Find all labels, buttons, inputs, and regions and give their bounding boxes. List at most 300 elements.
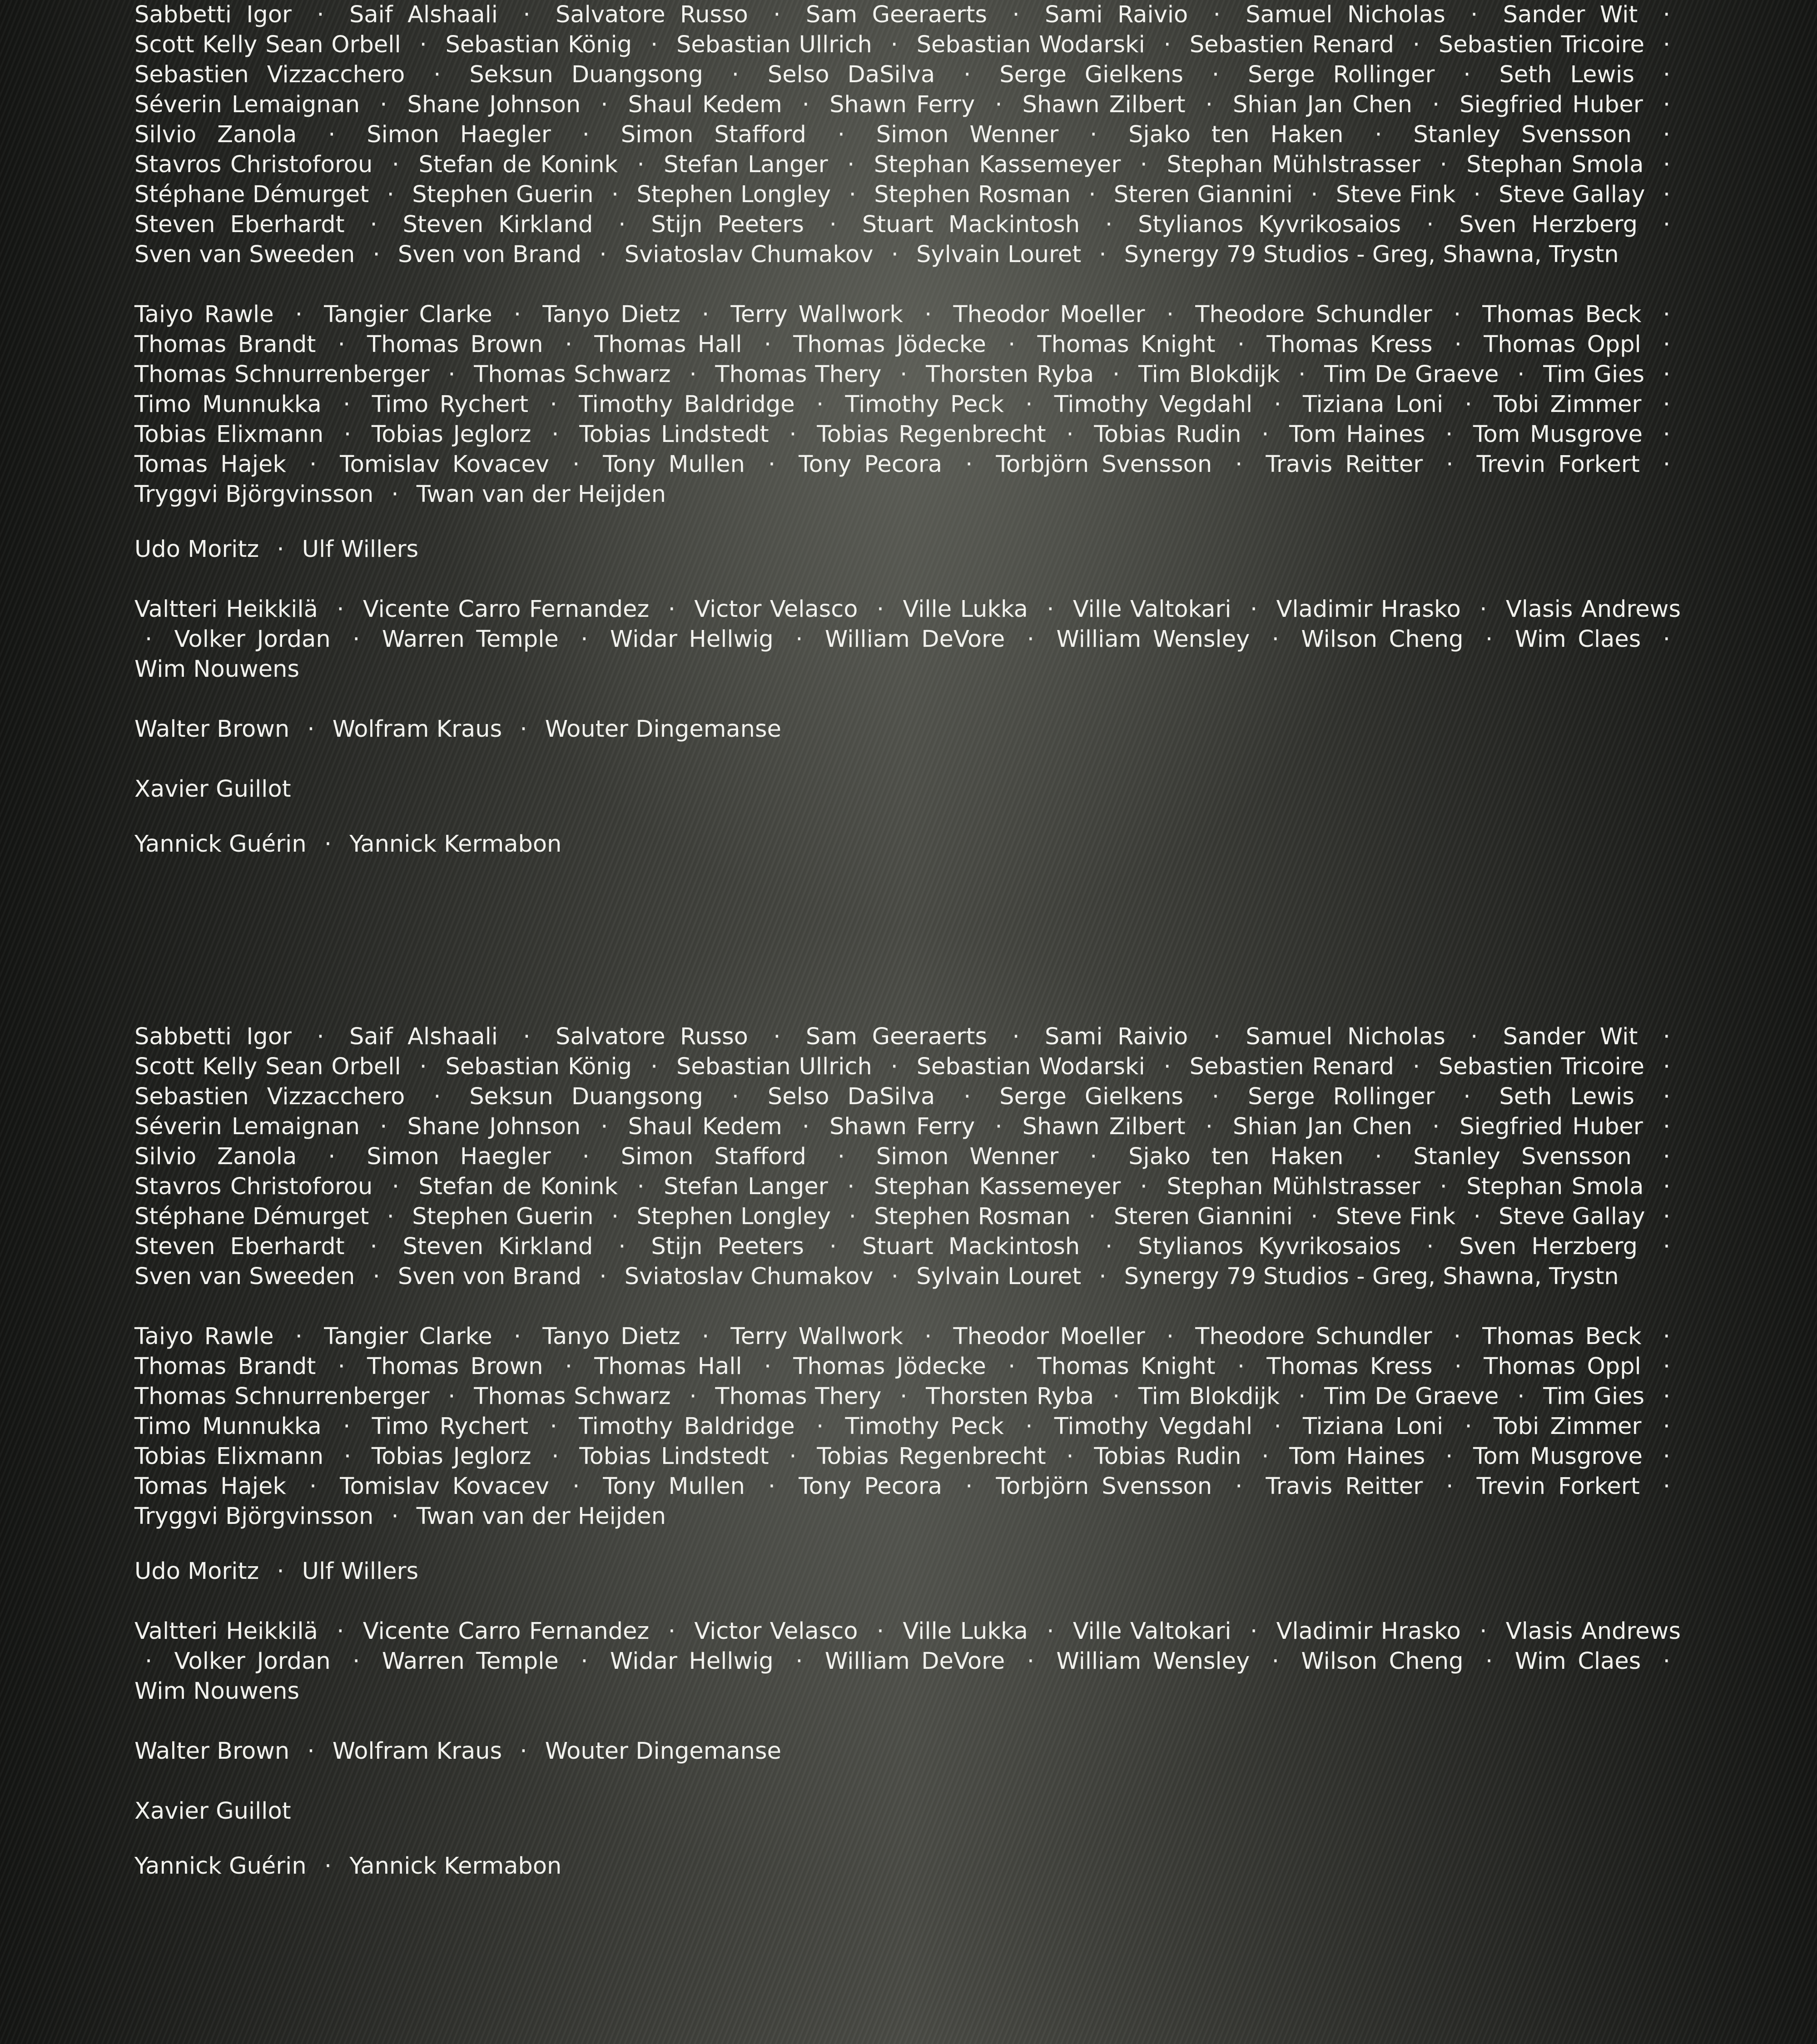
contributor-name: Tom Haines [1289,1443,1425,1470]
name-separator: · [1167,1323,1174,1350]
name-separator: · [582,121,590,148]
contributor-name: Stijn Peeters [651,1233,804,1260]
contributor-name: Tobias Rudin [1094,1443,1241,1470]
contributor-name: Sebastian Wodarski [917,1053,1145,1080]
contributor-name: Xavier Guillot [134,776,291,803]
contributor-name: Tobi Zimmer [1494,1413,1641,1440]
contributor-name: Timothy Vegdahl [1054,391,1252,418]
name-separator: · [565,1353,572,1380]
name-separator: · [1027,626,1034,653]
name-separator: · [1066,421,1073,448]
contributor-name: Sjako ten Haken [1128,121,1343,148]
name-separator: · [145,626,152,653]
name-separator: · [324,1853,332,1880]
contributor-name: Taiyo Rawle [134,1323,274,1350]
name-separator: · [1663,421,1670,448]
contributor-name: Volker Jordan [174,1648,331,1675]
name-separator: · [1426,1233,1434,1260]
contributor-name: Timothy Vegdahl [1054,1413,1252,1440]
contributor-name: Siegfried Huber [1460,1113,1643,1140]
contributor-name: Wilson Cheng [1301,626,1463,653]
name-separator: · [1164,1053,1171,1080]
contributor-name: Walter Brown [134,1738,289,1765]
contributor-name: William Wensley [1056,626,1250,653]
contributor-name: Tobias Regenbrecht [817,421,1046,448]
name-separator: · [849,181,856,208]
name-separator: · [1047,596,1054,623]
name-separator: · [520,716,527,743]
name-separator: · [1474,181,1481,208]
contributor-name: Thomas Thery [715,361,881,388]
contributor-name: Shian Jan Chen [1233,91,1412,118]
name-separator: · [1088,1203,1096,1230]
contributor-name: Synergy 79 Studios - Greg, Shawna, Trystn [1124,241,1619,268]
contributor-name: Scott Kelly Sean Orbell [134,1053,401,1080]
contributor-name: Twan van der Heijden [417,1503,666,1530]
name-separator: · [1663,31,1670,58]
contributor-name: Stefan Langer [664,1173,828,1200]
contributor-name: Tomas Hajek [134,451,286,478]
contributor-name: Sven Herzberg [1459,211,1638,238]
contributor-name: Thomas Hall [594,1353,742,1380]
name-separator: · [802,91,809,118]
name-separator: · [523,1023,530,1050]
name-separator: · [795,1648,803,1675]
name-separator: · [668,596,675,623]
name-separator: · [1479,1618,1487,1645]
contributor-name: Yannick Guérin [134,831,307,858]
name-separator: · [1432,91,1440,118]
contributor-name: Tim Blokdijk [1138,1383,1280,1410]
name-separator: · [1663,1233,1670,1260]
name-separator: · [1663,361,1670,388]
contributor-name: Sam Geeraerts [806,1,987,28]
name-separator: · [732,1083,739,1110]
name-separator: · [891,1053,898,1080]
contributor-name: Samuel Nicholas [1246,1023,1445,1050]
name-separator: · [618,211,626,238]
name-separator: · [611,1203,619,1230]
contributor-name: William DeVore [825,626,1005,653]
name-separator: · [1463,1083,1470,1110]
name-separator: · [1663,1323,1670,1350]
name-separator: · [337,596,344,623]
contributor-name: Thomas Oppl [1484,331,1641,358]
name-separator: · [1025,391,1033,418]
name-separator: · [1212,1083,1219,1110]
contributor-name: Stephan Smola [1466,151,1643,178]
name-separator: · [1426,211,1434,238]
contributor-name: Sabbetti Igor [134,1,292,28]
name-separator: · [1663,181,1670,208]
name-separator: · [891,31,898,58]
name-separator: · [433,61,441,88]
contributor-name: Salvatore Russo [556,1,748,28]
name-separator: · [448,361,455,388]
name-separator: · [582,1143,590,1170]
contributor-name: Séverin Lemaignan [134,1113,360,1140]
name-separator: · [1250,596,1257,623]
contributor-name: Saif Alshaali [349,1,498,28]
contributor-name: Udo Moritz [134,1558,259,1585]
name-separator: · [1298,1383,1306,1410]
name-separator: · [1025,1413,1033,1440]
name-separator: · [1465,391,1472,418]
contributor-name: Ville Valtokari [1073,596,1231,623]
name-separator: · [309,451,317,478]
name-separator: · [637,151,644,178]
name-separator: · [650,31,658,58]
name-separator: · [618,1233,626,1260]
name-separator: · [309,1473,317,1500]
contributor-name: Synergy 79 Studios - Greg, Shawna, Trystn [1124,1263,1619,1290]
name-separator: · [877,596,884,623]
name-separator: · [1454,301,1461,328]
contributor-name: Wim Nouwens [134,1678,299,1705]
name-separator: · [963,61,971,88]
contributor-name: Theodor Moeller [953,1323,1145,1350]
contributor-name: Wouter Dingemanse [545,716,781,743]
name-separator: · [581,1648,588,1675]
contributor-name: Walter Brown [134,716,289,743]
contributor-name: Selso DaSilva [768,61,935,88]
contributor-name: Tobias Regenbrecht [817,1443,1046,1470]
name-separator: · [877,1618,884,1645]
name-separator: · [344,421,351,448]
contributor-name: Thomas Schnurrenberger [134,1383,430,1410]
contributor-name: Sven Herzberg [1459,1233,1638,1260]
name-separator: · [816,391,824,418]
contributor-name: Siegfried Huber [1460,91,1643,118]
contributor-name: Sven von Brand [398,1263,581,1290]
name-separator: · [1274,1413,1281,1440]
contributor-name: William Wensley [1056,1648,1250,1675]
contributor-name: Tobias Lindstedt [579,1443,769,1470]
name-separator: · [391,481,398,508]
contributor-name: Widar Hellwig [610,1648,774,1675]
contributor-name: Torbjörn Svensson [996,451,1212,478]
contributor-name: Stuart Mackintosh [862,1233,1080,1260]
contributor-name: Timo Munnukka [134,391,322,418]
contributor-name: Stéphane Démurget [134,181,369,208]
name-separator: · [847,151,854,178]
contributor-name: Steven Kirkland [403,211,593,238]
name-separator: · [1027,1648,1034,1675]
name-separator: · [601,1113,608,1140]
contributor-name: Simon Haegler [367,1143,551,1170]
contributor-name: Tobias Lindstedt [579,421,769,448]
name-separator: · [1237,331,1245,358]
contributor-name: Yannick Kermabon [349,1853,561,1880]
contributor-name: Salvatore Russo [556,1023,748,1050]
name-separator: · [1663,1053,1670,1080]
contributor-name: Thorsten Ryba [926,1383,1094,1410]
contributor-name: Timothy Peck [845,391,1004,418]
contributor-name: Tobias Rudin [1094,421,1241,448]
contributor-name: Tom Musgrove [1473,1443,1643,1470]
name-separator: · [1663,301,1670,328]
contributor-name: Tomas Hajek [134,1473,286,1500]
contributor-name: Tryggvi Björgvinsson [134,1503,373,1530]
contributor-name: Sebastien Vizzacchero [134,1083,405,1110]
name-separator: · [1663,1,1670,28]
name-separator: · [689,1383,696,1410]
contributor-name: Samuel Nicholas [1246,1,1445,28]
name-separator: · [277,1558,284,1585]
contributor-name: Silvio Zanola [134,121,297,148]
contributor-name: Thomas Knight [1038,331,1216,358]
name-separator: · [373,241,380,268]
contributor-name: Shawn Zilbert [1023,1113,1186,1140]
contributor-name: Shawn Ferry [829,1113,975,1140]
contributor-name: Stephen Rosman [874,1203,1071,1230]
name-separator: · [1206,1113,1213,1140]
contributor-name: Steve Gallay [1499,181,1645,208]
contributor-name: Sami Raivio [1045,1023,1188,1050]
name-separator: · [1272,626,1279,653]
name-separator: · [1090,121,1097,148]
name-separator: · [317,1023,324,1050]
name-separator: · [1517,1383,1524,1410]
contributor-name: Sviatoslav Chumakov [625,1263,874,1290]
name-separator: · [550,1413,557,1440]
contributor-name: Volker Jordan [174,626,331,653]
contributor-name: Tobias Jeglorz [372,1443,531,1470]
contributor-name: Thorsten Ryba [926,361,1094,388]
name-separator: · [1261,421,1269,448]
name-separator: · [599,241,606,268]
name-separator: · [1105,1233,1112,1260]
name-separator: · [1298,361,1306,388]
name-separator: · [1663,61,1670,88]
name-separator: · [1663,121,1670,148]
name-separator: · [849,1203,856,1230]
contributor-name: Sander Wit [1503,1023,1638,1050]
contributor-name: Tim Gies [1543,1383,1644,1410]
name-separator: · [343,391,350,418]
name-separator: · [551,421,559,448]
name-separator: · [789,421,796,448]
contributor-name: Shane Johnson [407,91,581,118]
name-separator: · [352,1648,360,1675]
name-separator: · [391,1503,398,1530]
name-separator: · [433,1083,441,1110]
name-separator: · [572,1473,580,1500]
contributor-name: Thomas Jödecke [793,331,986,358]
contributor-name: Theodore Schundler [1195,1323,1432,1350]
name-separator: · [338,331,345,358]
contributor-name: Shaul Kedem [628,91,782,118]
contributor-name: Trevin Forkert [1477,1473,1640,1500]
contributor-name: Stephan Mühlstrasser [1167,151,1420,178]
name-separator: · [1663,626,1670,653]
contributor-name: Vladimir Hrasko [1276,596,1461,623]
name-separator: · [1212,61,1219,88]
name-separator: · [1663,1353,1670,1380]
contributor-name: Travis Reitter [1266,451,1423,478]
contributor-name: Tim Blokdijk [1138,361,1280,388]
name-separator: · [1663,331,1670,358]
name-separator: · [1413,1053,1420,1080]
contributor-name: Seksun Duangsong [469,61,703,88]
contributor-name: Tony Mullen [603,451,745,478]
contributor-name: Victor Velasco [694,1618,858,1645]
contributor-name: Steren Giannini [1114,181,1293,208]
name-separator: · [1311,181,1318,208]
contributor-name: Steve Gallay [1499,1203,1645,1230]
contributor-name: Stanley Svensson [1413,1143,1632,1170]
name-separator: · [1663,151,1670,178]
name-separator: · [829,211,837,238]
contributor-name: Seksun Duangsong [469,1083,703,1110]
contributor-name: Stephen Longley [637,1203,831,1230]
name-separator: · [650,1053,658,1080]
contributor-name: Thomas Kress [1266,1353,1432,1380]
name-separator: · [523,1,530,28]
contributor-name: Thomas Brown [367,1353,543,1380]
name-separator: · [1663,391,1670,418]
name-separator: · [965,451,973,478]
contributor-name: Tony Mullen [603,1473,745,1500]
name-separator: · [317,1,324,28]
contributor-name: Timothy Baldridge [579,391,795,418]
contributor-name: Simon Stafford [621,1143,806,1170]
contributor-name: Twan van der Heijden [417,481,666,508]
name-separator: · [1375,121,1382,148]
contributor-name: Thomas Beck [1482,1323,1641,1350]
name-separator: · [1375,1143,1382,1170]
name-separator: · [1274,391,1281,418]
name-separator: · [1272,1648,1279,1675]
name-separator: · [551,1443,559,1470]
contributor-name: Torbjörn Svensson [996,1473,1212,1500]
contributor-name: Thomas Schwarz [474,361,670,388]
contributor-name: Sebastian König [446,1053,632,1080]
contributor-name: Serge Rollinger [1248,61,1435,88]
name-separator: · [380,91,387,118]
name-separator: · [1663,1413,1670,1440]
contributor-name: Serge Gielkens [999,1083,1183,1110]
name-separator: · [773,1,780,28]
name-separator: · [773,1023,780,1050]
name-separator: · [900,1383,907,1410]
contributor-name: Tanyo Dietz [542,1323,680,1350]
contributor-name: Trevin Forkert [1477,451,1640,478]
name-separator: · [387,1203,394,1230]
contributor-name: Sam Geeraerts [806,1023,987,1050]
contributor-name: Sven von Brand [398,241,581,268]
name-separator: · [277,536,284,563]
contributor-name: Shane Johnson [407,1113,581,1140]
name-separator: · [352,626,360,653]
name-separator: · [307,1738,314,1765]
name-separator: · [337,1618,344,1645]
contributor-name: Wim Claes [1515,1648,1641,1675]
name-separator: · [387,181,394,208]
name-separator: · [1235,451,1242,478]
contributor-name: Stijn Peeters [651,211,804,238]
name-separator: · [373,1263,380,1290]
name-separator: · [1517,361,1524,388]
name-separator: · [1099,1263,1106,1290]
name-separator: · [328,121,335,148]
name-separator: · [1432,1113,1440,1140]
contributor-name: Thomas Brandt [134,1353,316,1380]
name-separator: · [965,1473,973,1500]
name-separator: · [520,1738,527,1765]
name-separator: · [448,1383,455,1410]
name-separator: · [611,181,619,208]
contributor-name: Tobi Zimmer [1494,391,1641,418]
name-separator: · [1485,626,1493,653]
contributor-name: Shawn Ferry [829,91,975,118]
name-separator: · [419,31,427,58]
name-separator: · [924,1323,932,1350]
name-separator: · [295,1323,303,1350]
name-separator: · [1140,1173,1147,1200]
contributor-name: Serge Gielkens [999,61,1183,88]
name-separator: · [732,61,739,88]
contributor-name: Thomas Schnurrenberger [134,361,430,388]
contributor-name: Stefan de Konink [418,1173,618,1200]
contributor-name: Sebastien Vizzacchero [134,61,405,88]
contributor-name: Tobias Elixmann [134,1443,323,1470]
name-separator: · [1465,1413,1472,1440]
contributor-name: Tryggvi Björgvinsson [134,481,373,508]
name-separator: · [1413,31,1420,58]
contributor-name: Tony Pecora [799,1473,942,1500]
name-separator: · [1663,1443,1670,1470]
name-separator: · [1250,1618,1257,1645]
contributor-name: Stanley Svensson [1413,121,1632,148]
name-separator: · [1237,1353,1245,1380]
name-separator: · [1440,151,1447,178]
contributor-name: Stefan de Konink [418,151,618,178]
contributor-name: Timothy Peck [845,1413,1004,1440]
contributor-name: Sabbetti Igor [134,1023,292,1050]
name-separator: · [1088,181,1096,208]
contributor-name: Tim De Graeve [1324,361,1499,388]
name-separator: · [343,1413,350,1440]
contributor-name: Steren Giannini [1114,1203,1293,1230]
contributor-name: Ville Lukka [903,1618,1028,1645]
name-separator: · [891,241,899,268]
contributor-name: Theodore Schundler [1195,301,1432,328]
name-separator: · [1663,1473,1670,1500]
contributor-name: Thomas Hall [594,331,742,358]
name-separator: · [1663,1173,1670,1200]
contributor-name: Travis Reitter [1266,1473,1423,1500]
name-separator: · [995,1113,1002,1140]
name-separator: · [829,1233,837,1260]
name-separator: · [1663,1203,1670,1230]
name-separator: · [924,301,932,328]
contributor-name: Valtteri Heikkilä [134,1618,318,1645]
contributor-name: Theodor Moeller [953,301,1145,328]
name-separator: · [565,331,572,358]
name-separator: · [380,1113,387,1140]
name-separator: · [1470,1,1478,28]
contributor-name: Terry Wallwork [730,301,903,328]
contributor-name: William DeVore [825,1648,1005,1675]
name-separator: · [1663,1143,1670,1170]
name-separator: · [392,1173,399,1200]
contributor-name: Sebastian Ullrich [676,31,872,58]
name-separator: · [1663,1648,1670,1675]
contributor-name: Sebastien Tricoire [1439,31,1644,58]
name-separator: · [581,626,588,653]
contributor-name: Tom Haines [1289,421,1425,448]
